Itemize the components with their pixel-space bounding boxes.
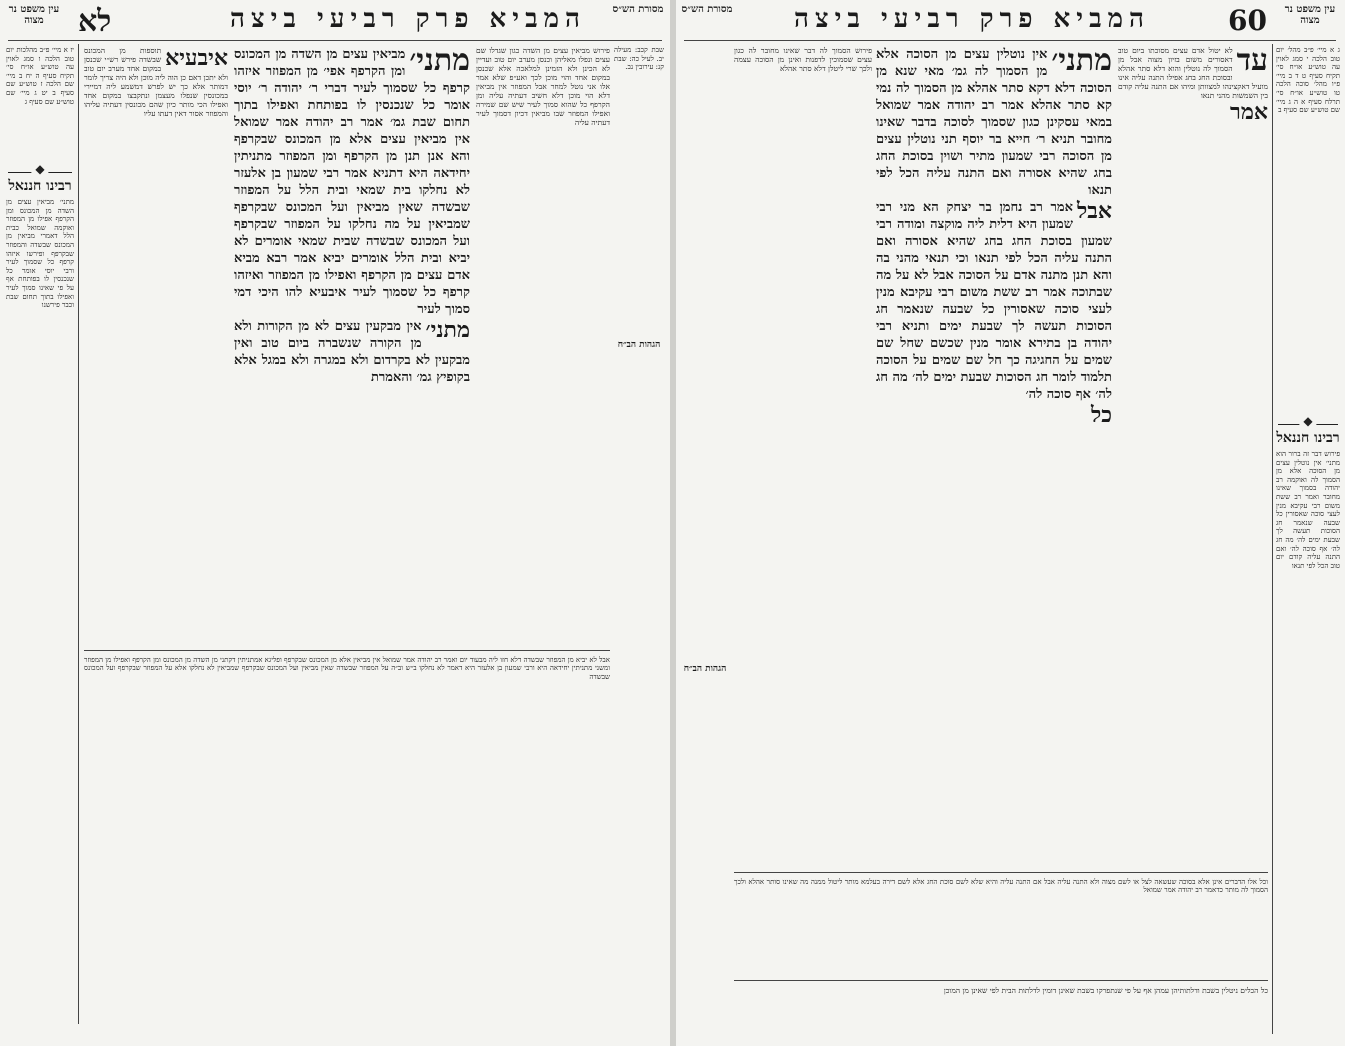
left-page-number: לא [78,4,112,39]
rabbeinu-chananel-text: מתני׳ מביאין עצים מן השדה מן המכונס ומן הקרפף אפילו מן המפוזר ואוקמה שמואל כבית הלל דאמרי מביאין מן המכונס שבשדה והמפוזר שבקרפף ופירשו איזהו קרפף כל שסמוך לעיר ורבי יוסי אומר כל שנכנסין לו בפותחת אף על פי שאינו סמוך לעיר ואפילו בתוך תחום שבת וכבר פירשנו [6,198,74,310]
hagahot-habach-heading: הגהות הב״ח [683,664,727,674]
tosafot-column [1118,46,1268,866]
header-rule [8,40,662,41]
rashi-column: פירוש מביאין עצים מן השדה כגון שגדלו שם עצים ונפלו מאליהן וכנסן מערב יום טוב ועדיין לא הכינן ולא הזמינן למלאכה אלא שכנסן במקום אחד והוי מוכן לכך ואע״פ שלא אמר אלו אני נוטל למחר אבל המפוזר אין מביאין דלא הוי מוכן דלא חשיב דעתיה עליה ומן הקרפף כל שהוא סמוך לעיר שיש שם שמירה ואפילו המפוזר שבו מביאין דכיון דסמוך לעיר דעתיה עליה [476,46,610,127]
header-ein-mishpat-label: עין משפט נר מצוה [8,4,60,26]
rashi-column: פירוש הסמוך לה דבר שאינו מחובר לה כגון עצים שסמוכין לדפנות ואינן מן הסוכה עצמה ולכך שרי ליטלן דלא סתר אהלא [734,46,872,73]
header-rule [684,40,1336,41]
left-page [0,0,670,1046]
bottom-section-rule [734,872,1268,873]
ein-mishpat-column: יז א מיי׳ פ״ב מהלכות יום טוב הלכה ו סמג לאוין עה טוש״ע או״ח סי׳ תקיח סעיף ה יח ב מיי׳ שם הלכה ז טוש״ע שם סעיף ב יט ג מיי׳ שם טוש״ע שם סעיף ג [6,46,74,106]
bottom-commentary-left: אבל לא יביא מן המפוזר שבשדה דלא חזו ליה מבעוד יום ואמר רב יהודה אמר שמואל אין מביאין אלא מן המכונס שבקרפף ופליגא אמתניתין דקתני מן השדה מן המכונס ומן הקרפף ואפילו מן המפוזר ומשני מתניתין יחידאה היא ורבי שמעון בן אלעזר היא דאמר לא נחלקו ב״ש וב״ה על המפוזר שבשדה שאין מביאין ועל המכונס שבקרפף שמביאין לא נחלקו אלא על המפוזר שבקרפף ועל המכונס שבשדה [84,656,610,681]
tosafot-text: תוספות מן המכונס שבשדה פירש רש״י שכנסן במקום אחד מערב יום טוב ולא יתכן דאם כן הוה ליה מוכן ולא היה צריך לומר דמותר אלא כך יש לפרש דמשמע ליה דמיירי במכונסין שנפלו מעצמן ונתקבצו במקום אחד ואפילו הכי מותר כיון שהם מכונסין דעתיה עליהו והמפוזר אסור דאין דעתו עליו [84,46,228,118]
ornament-divider [1278,420,1338,428]
tosafot-lead-word: איבעיא [165,46,228,71]
gemara-lead-word: אבל [1076,198,1112,224]
header-masoret-label: מסורת הש״ס [681,4,733,15]
tosafot-column [84,46,228,626]
rabbeinu-chananel-heading: רבינו חננאל [1276,430,1340,446]
mishnah-text: אין נוטלין עצים מן הסוכה אלא מן הסמוך לה גמ׳ מאי שנא מן הסוכה דלא דקא סתר אהלא מן הסמוך לה נמי קא סתר אהלא אמר רב יהודה אמר שמואל במאי עסקינן כגון שסמוך לסוכה בדבר שאינו מחובר תניא ר׳ חייא בר יוסף תני נוטלין עצים מן הסוכה רבי שמעון מתיר ושוין בסוכת החג בחג שהיא אסורה ואם התנה עליה הכל לפי תנאו [876,47,1112,198]
rabbeinu-chananel-text: פירוש דבר זה ברור הוא מתני׳ אין נוטלין עצים מן הסוכה אלא מן הסמוך לה ואוקמה רב יהודה בסמוך שאינו מחובר ואמר רב ששת משום רבי עקיבא מנין לעצי סוכה שאסורין כל שבעה שנאמר חג הסוכות תעשה לך שבעת ימים לה׳ מה חג לה׳ אף סוכה לה׳ ואם התנה עליה קודם יום טוב הכל לפי תנאו [1276,450,1340,570]
gemara-text: אמר רב נחמן בר יצחק הא מני רבי שמעון היא דלית ליה מוקצה ומודה רבי שמעון בסוכת החג בחג שהיא אסורה ואם התנה עליה הכל לפי תנאו וכי תנאי מהני בה והא תנן מתנה אדם על הסוכה אבל לא על מה שבתוכה אמר רב ששת משום רבי עקיבא מנין לעצי סוכה שאסורין כל שבעה שנאמר חג הסוכות תעשה לך שבעת ימים ותניא רבי יהודה בן בתירא אומר מנין שכשם שחל שם שמים על החגיגה כך חל שם שמים על הסוכה תלמוד לומר חג הסוכות שבעת ימים לה׳ מה חג לה׳ אף סוכה לה׳ [876,200,1112,402]
bottom-commentary-right: וכל אלו הדברים אינן אלא בסוכה שעשאה לצל או לשם מצוה ולא התנה עליה אבל אם התנה עליה והיא שלא לשם סוכת החג אלא לשם דירה בעלמא מותר ליטול ממנה מה שאינו סותר אהלא ולכך הסמוך לה מותר כדאמר רב יהודה אמר שמואל [734,878,1268,895]
right-page [676,0,1345,1046]
second-mishnah-lead-word: מתני׳ [425,317,470,343]
right-page-number: 60 [1228,4,1267,37]
left-running-title: המביא פרק רביעי ביצה [230,4,586,34]
gemara-main-column [876,46,1112,866]
left-page-header [0,0,670,40]
gemara-main-column [234,46,470,646]
right-running-title: המביא פרק רביעי ביצה [794,4,1150,34]
bottom-section-rule [84,650,610,651]
footnote-text: כל הכלים ניטלין בשבת ודלתותיהן עמהן אף על פי שנתפרקו בשבת שאינן דומין לדלתות הבית לפי שאינן מן המוכן [943,986,1268,995]
ein-mishpat-column: ג א מיי׳ פ״ב מהל׳ יום טוב הלכה י סמג לאוין עה טוש״ע או״ח סי׳ תקיח סעיף ט ד ב מיי׳ פ״ו מהל׳ סוכה הלכה טו טוש״ע או״ח סי׳ תרלח סעיף א ה ג מיי׳ שם טוש״ע שם סעיף ב [1276,46,1340,115]
amar-lead-word: אמר [1230,99,1268,125]
tosafot-lead-word: עד [1236,46,1268,78]
footnote-rule [734,980,1268,981]
masoret-hashas-strip [680,46,730,186]
mishnah-lead-word: מתני׳ [1051,46,1112,78]
margin-rule [1272,44,1273,1034]
kol-lead-word: כל [1090,402,1112,428]
margin-rule [78,44,79,1024]
rabbeinu-chananel-heading: רבינו חננאל [8,178,72,194]
right-page-header [676,0,1345,40]
header-ein-mishpat-label: עין משפט נר מצוה [1284,4,1336,26]
masoret-hashas-strip: שבת קכב: מעילה יב. לעיל כה: שבת קנ: עירובין נב. [614,46,664,72]
tosafot-text: לא יטול אדם עצים מסוכתו ביום טוב דאסורים משום בזיון מצוה אבל מן הסמוך לה נוטלין והוא דלא סתר אהלא ובסוכת החג בחג אפילו התנה עליה אינו מועיל דאקצינהו למצוותן ומיהו אם התנה עליה קודם בין השמשות מהני תנאו [1118,46,1268,100]
header-masoret-label: מסורת הש״ס [612,4,664,15]
ornament-divider [8,168,72,176]
gemara-main-text: מביאין עצים מן השדה מן המכונס ומן הקרפף אפי׳ מן המפוזר איזהו קרפף כל שסמוך לעיר דברי ר׳ יהודה ר׳ יוסי אומר כל שנכנסין לו בפותחת ואפילו בתוך תחום שבת גמ׳ אמר רב יהודה אמר שמואל אין מביאין עצים אלא מן המכונס שבקרפף והא אנן תנן מן הקרפף ומן המפוזר מתניתין יחידאה היא דתניא אמר רבי שמעון בן אלעזר לא נחלקו בית שמאי ובית הלל על המפוזר שבשדה שאין מביאין ועל המכונס שבקרפף שמביאין על מה נחלקו על המפוזר שבקרפף ועל המכונס שבשדה שבית שמאי אומרים לא יביא ובית הלל אומרים יביא אמר רבא מביא אדם עצים מן הקרפף ואפילו מן המפוזר ואיזהו קרפף כל שסמוך לעיר איבעיא להו היכי דמי סמוך לעיר [234,47,470,317]
mishnah-lead-word: מתני׳ [409,46,470,78]
second-mishnah-text: אין מבקעין עצים לא מן הקורות ולא מן הקורה שנשברה ביום טוב ואין מבקעין לא בקרדום ולא במגרה ולא במגל אלא בקופיץ גמ׳ והאמרת [234,319,470,385]
hagahot-habach-heading: הגהות הב״ח [617,340,661,350]
